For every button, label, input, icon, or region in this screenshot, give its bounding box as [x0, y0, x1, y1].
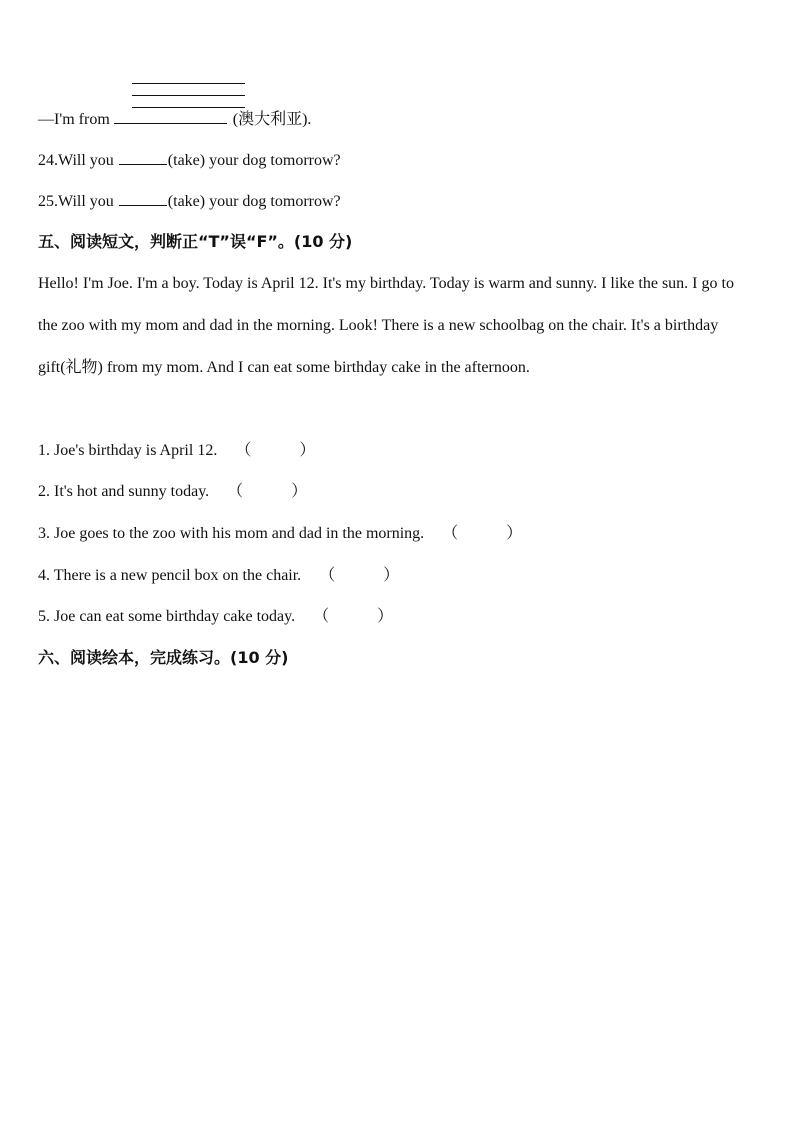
- tf-question-3: [38, 524, 522, 544]
- question-25-before: Will you: [58, 193, 114, 210]
- section-5-heading: 五、阅读短文，判断正“T”误“F”。(10 分): [38, 232, 353, 251]
- tf-question-5: [38, 607, 393, 627]
- answer-line: [132, 95, 245, 96]
- question-23-prefix: —I'm from: [38, 111, 110, 128]
- reading-passage: Hello! I'm Joe. I'm a boy. Today is April 12. It's my birthday. Today is warm and sunny. I like the sun. I go to the zoo with my mom and dad in the morning. Look! There is a new schoolbag on the chair. It's a birthday gift(礼物) from my mom. And I can eat some birthday cake in the afternoon.: [38, 275, 734, 376]
- tf-question-text: 4. There is a new pencil box on the chair.: [38, 567, 302, 584]
- question-24: [38, 150, 341, 171]
- question-number: 24.: [38, 152, 58, 169]
- answer-parentheses[interactable]: （ ）: [442, 525, 523, 542]
- answer-parentheses[interactable]: （ ）: [319, 567, 400, 584]
- tf-question-text: 2. It's hot and sunny today.: [38, 483, 210, 500]
- answer-blank[interactable]: [119, 150, 167, 165]
- question-25: [38, 191, 341, 212]
- answer-line: [132, 83, 245, 84]
- question-24-before: Will you: [58, 152, 114, 169]
- tf-question-text: 3. Joe goes to the zoo with his mom and dad in the morning.: [38, 525, 425, 542]
- answer-line: [132, 107, 245, 108]
- tf-question-2: [38, 482, 307, 502]
- tf-question-4: [38, 566, 399, 586]
- tf-question-text: 5. Joe can eat some birthday cake today.: [38, 608, 296, 625]
- answer-parentheses[interactable]: （ ）: [227, 483, 308, 500]
- question-number: 25.: [38, 193, 58, 210]
- question-23-suffix: (澳大利亚).: [232, 111, 312, 128]
- tf-question-1: [38, 441, 315, 461]
- answer-blank[interactable]: [119, 191, 167, 206]
- section-6-heading: 六、阅读绘本，完成练习。(10 分): [38, 648, 289, 667]
- tf-question-text: 1. Joe's birthday is April 12.: [38, 442, 218, 459]
- question-24-after: (take) your dog tomorrow?: [167, 152, 341, 169]
- question-23: [38, 109, 311, 130]
- answer-parentheses[interactable]: （ ）: [313, 608, 394, 625]
- answer-parentheses[interactable]: （ ）: [235, 442, 316, 459]
- question-25-after: (take) your dog tomorrow?: [167, 193, 341, 210]
- answer-blank[interactable]: [114, 109, 227, 124]
